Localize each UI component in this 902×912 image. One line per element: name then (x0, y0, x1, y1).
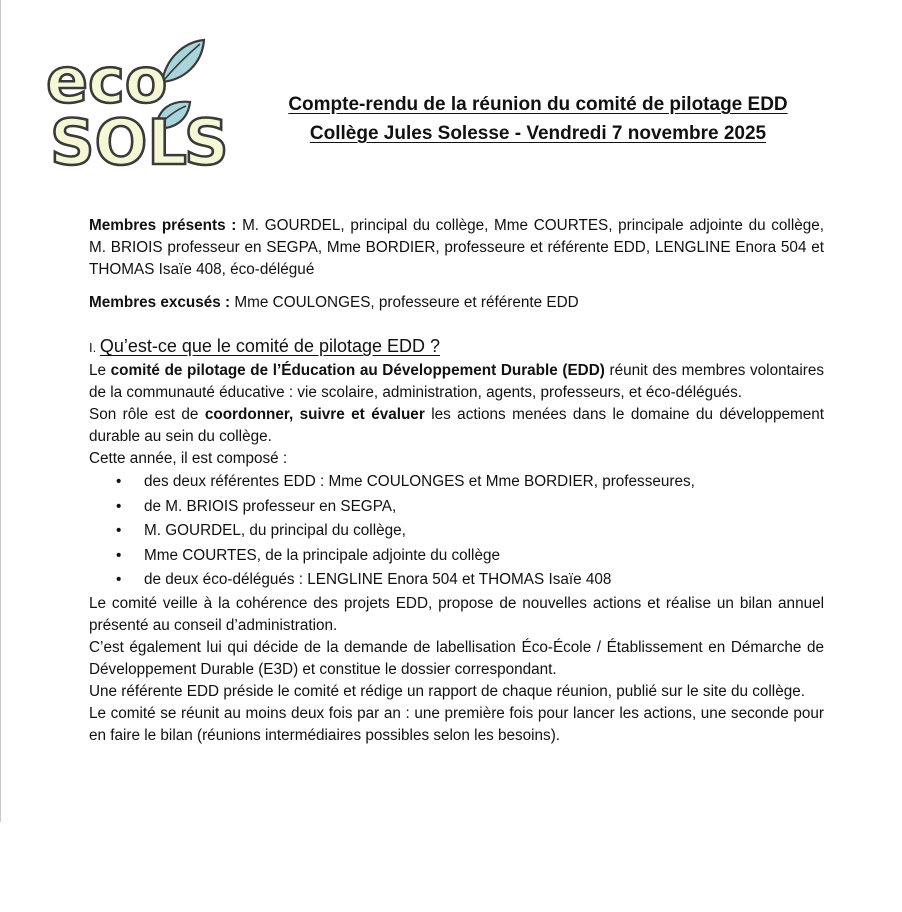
paragraph-labellisation: C’est également lui qui décide de la demande de labellisation Éco-École / Établissement en Démarche de Développement Durable (E3D) et constitue le dossier correspondant. (89, 638, 824, 678)
list-item: • M. GOURDEL, du principal du collège, (144, 519, 824, 544)
present-text: M. GOURDEL, principal du collège, Mme COURTES, principale adjointe du collège, M. BRIOIS professeur en SEGPA, Mme BORDIER, professeure et référente EDD, LENGLINE Enora 504 et THOMAS Isaïe 408, éco-délégué (89, 217, 824, 278)
composition-list (89, 470, 824, 593)
list-item: • de M. BRIOIS professeur en SEGPA, (144, 495, 824, 520)
paragraph-coherence: Le comité veille à la cohérence des projets EDD, propose de nouvelles actions et réalise un bilan annuel présenté au conseil d’administration. (89, 594, 824, 634)
title-line-1: Compte-rendu de la réunion du comité de pilotage EDD (288, 94, 788, 115)
paragraph-role (89, 404, 824, 448)
page-edge (0, 0, 1, 822)
p2-bold: coordonner, suivre et évaluer (204, 406, 425, 423)
leaf-icon-top (162, 40, 204, 82)
paragraph-committee (89, 360, 824, 404)
excused-text: Mme COULONGES, professeure et référente EDD (230, 294, 579, 311)
svg-text:eco: eco (46, 44, 168, 117)
paragraph-presidency: Une référente EDD préside le comité et rédige un rapport de chaque réunion, publié sur le site du collège. (89, 682, 805, 700)
p1-before: Le (89, 362, 111, 379)
present-label: Membres présents : (89, 217, 237, 234)
section-number: I. (89, 340, 100, 355)
p1-bold: comité de pilotage de l’Éducation au Développement Durable (EDD) (110, 362, 605, 379)
list-item: • de deux éco-délégués : LENGLINE Enora 504 et THOMAS Isaïe 408 (144, 568, 824, 593)
report-title (250, 90, 826, 148)
svg-text:SOL: SOL (50, 106, 187, 179)
excused-label: Membres excusés : (89, 294, 231, 311)
present-members (89, 215, 824, 281)
excused-members (89, 292, 824, 314)
p2-after: les actions menées dans le domaine du développement durable au sein du collège. (89, 406, 824, 445)
p1-after: réunit des membres volontaires de la communauté éducative : vie scolaire, administration, agents, professeurs, et éco-délégués. (89, 362, 825, 401)
composition-intro: Cette année, il est composé : (89, 450, 288, 467)
paragraph-meetings: Le comité se réunit au moins deux fois par an : une première fois pour lancer les actions, une seconde pour en faire le bilan (réunions intermédiaires possibles selon les besoins). (89, 704, 824, 744)
section-title: Qu’est-ce que le comité de pilotage EDD ? (99, 336, 441, 356)
report-body (89, 215, 824, 747)
eco-sols-logo (44, 36, 229, 179)
section-heading (89, 334, 824, 360)
title-line-2: Collège Jules Solesse - Vendredi 7 novembre 2025 (309, 123, 767, 144)
list-item: • Mme COURTES, de la principale adjointe du collège (144, 544, 824, 569)
svg-text:S: S (184, 106, 229, 179)
list-item: • des deux référentes EDD : Mme COULONGES et Mme BORDIER, professeures, (144, 470, 824, 495)
p2-before: Son rôle est de (89, 406, 205, 423)
